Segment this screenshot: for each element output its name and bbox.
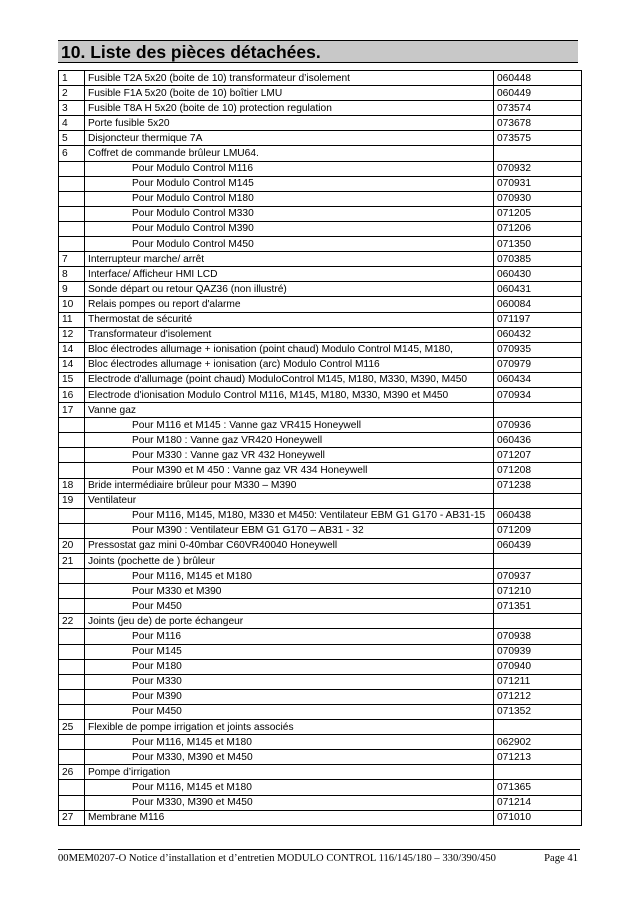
cell-part-reference: 070931: [494, 176, 582, 191]
cell-part-reference: 070937: [494, 569, 582, 584]
cell-description: Thermostat de sécurité: [85, 312, 494, 327]
cell-item-number: 16: [59, 387, 85, 402]
cell-part-reference: 070936: [494, 418, 582, 433]
cell-part-reference: 070935: [494, 342, 582, 357]
cell-part-reference: 071207: [494, 448, 582, 463]
table-row: [59, 252, 582, 267]
table-row: [59, 659, 582, 674]
table-row: [59, 448, 582, 463]
cell-item-number: 15: [59, 372, 85, 387]
cell-item-number: 1: [59, 71, 85, 86]
cell-description: Electrode d'ionisation Modulo Control M116, M145, M180, M330, M390 et M450: [85, 387, 494, 402]
cell-description: Bloc électrodes allumage + ionisation (arc) Modulo Control M116: [85, 357, 494, 372]
cell-part-reference: 070930: [494, 191, 582, 206]
cell-part-reference: 070385: [494, 252, 582, 267]
cell-part-reference: [494, 765, 582, 780]
cell-description: Joints (pochette de ) brûleur: [85, 554, 494, 569]
cell-description: Flexible de pompe irrigation et joints associés: [85, 720, 494, 735]
table-row: [59, 433, 582, 448]
table-row: [59, 810, 582, 825]
table-row: [59, 267, 582, 282]
cell-description: Fusible T8A H 5x20 (boite de 10) protection regulation: [85, 101, 494, 116]
cell-part-reference: 060436: [494, 433, 582, 448]
cell-part-reference: 071350: [494, 237, 582, 252]
cell-description: Pour M450: [85, 704, 494, 719]
cell-description: Pour M145: [85, 644, 494, 659]
cell-part-reference: [494, 403, 582, 418]
cell-item-number: [59, 795, 85, 810]
cell-item-number: 12: [59, 327, 85, 342]
table-row: [59, 237, 582, 252]
table-row: [59, 161, 582, 176]
cell-item-number: [59, 523, 85, 538]
cell-part-reference: 073575: [494, 131, 582, 146]
cell-part-reference: 060448: [494, 71, 582, 86]
cell-description: Pour M116, M145 et M180: [85, 780, 494, 795]
cell-part-reference: 060430: [494, 267, 582, 282]
table-row: [59, 569, 582, 584]
table-row: [59, 689, 582, 704]
cell-part-reference: 071351: [494, 599, 582, 614]
cell-description: Pour M330, M390 et M450: [85, 750, 494, 765]
table-row: [59, 674, 582, 689]
cell-description: Pour M330: [85, 674, 494, 689]
table-row: [59, 71, 582, 86]
table-row: [59, 146, 582, 161]
cell-part-reference: [494, 614, 582, 629]
cell-part-reference: 071210: [494, 584, 582, 599]
cell-part-reference: 070940: [494, 659, 582, 674]
cell-description: Membrane M116: [85, 810, 494, 825]
cell-part-reference: 071365: [494, 780, 582, 795]
cell-description: Pour M180 : Vanne gaz VR420 Honeywell: [85, 433, 494, 448]
cell-item-number: 2: [59, 86, 85, 101]
table-row: [59, 629, 582, 644]
cell-item-number: 7: [59, 252, 85, 267]
cell-description: Bride intermédiaire brûleur pour M330 – M390: [85, 478, 494, 493]
cell-item-number: 14: [59, 342, 85, 357]
table-row: [59, 538, 582, 553]
cell-item-number: [59, 206, 85, 221]
table-row: [59, 584, 582, 599]
cell-description: Pour M390: [85, 689, 494, 704]
cell-item-number: [59, 221, 85, 236]
cell-item-number: [59, 569, 85, 584]
table-row: [59, 86, 582, 101]
cell-description: Pour M116, M145 et M180: [85, 569, 494, 584]
table-row: [59, 463, 582, 478]
cell-item-number: [59, 161, 85, 176]
table-row: [59, 554, 582, 569]
table-row: [59, 750, 582, 765]
cell-item-number: [59, 704, 85, 719]
cell-description: Sonde départ ou retour QAZ36 (non illustré): [85, 282, 494, 297]
cell-part-reference: 070938: [494, 629, 582, 644]
parts-table-body: [59, 71, 582, 826]
cell-description: Pour M116, M145 et M180: [85, 735, 494, 750]
cell-part-reference: 070979: [494, 357, 582, 372]
cell-description: Pour Modulo Control M180: [85, 191, 494, 206]
cell-part-reference: 070939: [494, 644, 582, 659]
table-row: [59, 403, 582, 418]
cell-part-reference: 060434: [494, 372, 582, 387]
cell-description: Bloc électrodes allumage + ionisation (point chaud) Modulo Control M145, M180,: [85, 342, 494, 357]
cell-item-number: [59, 674, 85, 689]
cell-part-reference: 071205: [494, 206, 582, 221]
cell-description: Pour Modulo Control M145: [85, 176, 494, 191]
cell-description: Pour M116, M145, M180, M330 et M450: Ventilateur EBM G1 G170 - AB31-15: [85, 508, 494, 523]
cell-part-reference: 060084: [494, 297, 582, 312]
cell-item-number: [59, 463, 85, 478]
cell-description: Transformateur d'isolement: [85, 327, 494, 342]
cell-description: Fusible T2A 5x20 (boite de 10) transformateur d’isolement: [85, 71, 494, 86]
cell-part-reference: 060431: [494, 282, 582, 297]
table-row: [59, 342, 582, 357]
table-row: [59, 704, 582, 719]
cell-description: Interrupteur marche/ arrêt: [85, 252, 494, 267]
table-row: [59, 221, 582, 236]
table-row: [59, 418, 582, 433]
cell-item-number: 20: [59, 538, 85, 553]
cell-description: Pour Modulo Control M450: [85, 237, 494, 252]
table-row: [59, 372, 582, 387]
cell-item-number: 21: [59, 554, 85, 569]
cell-item-number: 22: [59, 614, 85, 629]
cell-description: Pour M116 et M145 : Vanne gaz VR415 Honeywell: [85, 418, 494, 433]
cell-item-number: [59, 433, 85, 448]
cell-part-reference: 071010: [494, 810, 582, 825]
cell-part-reference: 071206: [494, 221, 582, 236]
cell-item-number: [59, 629, 85, 644]
parts-table: [58, 70, 582, 826]
cell-item-number: [59, 508, 85, 523]
cell-part-reference: 070932: [494, 161, 582, 176]
cell-item-number: [59, 176, 85, 191]
cell-description: Pour Modulo Control M390: [85, 221, 494, 236]
table-row: [59, 765, 582, 780]
cell-item-number: 18: [59, 478, 85, 493]
cell-part-reference: 071209: [494, 523, 582, 538]
cell-description: Pompe d’irrigation: [85, 765, 494, 780]
cell-description: Ventilateur: [85, 493, 494, 508]
table-row: [59, 131, 582, 146]
cell-item-number: [59, 599, 85, 614]
cell-item-number: 25: [59, 720, 85, 735]
footer-divider: [58, 849, 580, 850]
cell-part-reference: 071197: [494, 312, 582, 327]
cell-item-number: 26: [59, 765, 85, 780]
cell-part-reference: 060432: [494, 327, 582, 342]
cell-item-number: [59, 659, 85, 674]
cell-item-number: [59, 735, 85, 750]
cell-item-number: [59, 750, 85, 765]
cell-item-number: 11: [59, 312, 85, 327]
cell-item-number: 9: [59, 282, 85, 297]
cell-part-reference: [494, 146, 582, 161]
cell-description: Pour M116: [85, 629, 494, 644]
cell-item-number: 3: [59, 101, 85, 116]
table-row: [59, 795, 582, 810]
cell-part-reference: 073574: [494, 101, 582, 116]
table-row: [59, 523, 582, 538]
cell-part-reference: 060449: [494, 86, 582, 101]
cell-item-number: [59, 644, 85, 659]
cell-item-number: 10: [59, 297, 85, 312]
cell-part-reference: [494, 554, 582, 569]
cell-description: Pour Modulo Control M116: [85, 161, 494, 176]
table-row: [59, 644, 582, 659]
table-row: [59, 387, 582, 402]
table-row: [59, 297, 582, 312]
cell-item-number: 14: [59, 357, 85, 372]
cell-item-number: 27: [59, 810, 85, 825]
table-row: [59, 191, 582, 206]
cell-description: Pour M330 et M390: [85, 584, 494, 599]
cell-item-number: [59, 584, 85, 599]
cell-description: Interface/ Afficheur HMI LCD: [85, 267, 494, 282]
table-row: [59, 780, 582, 795]
cell-part-reference: 073678: [494, 116, 582, 131]
table-row: [59, 101, 582, 116]
table-row: [59, 720, 582, 735]
table-row: [59, 508, 582, 523]
table-row: [59, 206, 582, 221]
cell-description: Porte fusible 5x20: [85, 116, 494, 131]
cell-description: Coffret de commande brûleur LMU64.: [85, 146, 494, 161]
table-row: [59, 312, 582, 327]
cell-part-reference: 071352: [494, 704, 582, 719]
cell-part-reference: 062902: [494, 735, 582, 750]
cell-description: Pour Modulo Control M330: [85, 206, 494, 221]
cell-part-reference: 071238: [494, 478, 582, 493]
cell-item-number: [59, 191, 85, 206]
cell-description: Disjoncteur thermique 7A: [85, 131, 494, 146]
cell-part-reference: 071211: [494, 674, 582, 689]
cell-description: Joints (jeu de) de porte échangeur: [85, 614, 494, 629]
cell-description: Pour M390 et M 450 : Vanne gaz VR 434 Honeywell: [85, 463, 494, 478]
cell-item-number: 5: [59, 131, 85, 146]
cell-description: Pressostat gaz mini 0-40mbar C60VR40040 Honeywell: [85, 538, 494, 553]
table-row: [59, 357, 582, 372]
cell-description: Fusible F1A 5x20 (boite de 10) boîtier LMU: [85, 86, 494, 101]
cell-description: Pour M330 : Vanne gaz VR 432 Honeywell: [85, 448, 494, 463]
cell-item-number: [59, 780, 85, 795]
cell-item-number: 4: [59, 116, 85, 131]
cell-item-number: 19: [59, 493, 85, 508]
cell-item-number: [59, 237, 85, 252]
table-row: [59, 478, 582, 493]
cell-part-reference: 071214: [494, 795, 582, 810]
footer-page-number: Page 41: [544, 853, 578, 864]
table-row: [59, 735, 582, 750]
cell-description: Pour M390 : Ventilateur EBM G1 G170 – AB31 - 32: [85, 523, 494, 538]
cell-description: Pour M180: [85, 659, 494, 674]
cell-description: Vanne gaz: [85, 403, 494, 418]
page-title: 10. Liste des pièces détachées.: [58, 40, 578, 63]
table-row: [59, 614, 582, 629]
cell-description: Electrode d'allumage (point chaud) ModuloControl M145, M180, M330, M390, M450: [85, 372, 494, 387]
table-row: [59, 599, 582, 614]
cell-part-reference: [494, 720, 582, 735]
table-row: [59, 493, 582, 508]
table-row: [59, 282, 582, 297]
footer-document-reference: 00MEM0207-O Notice d’installation et d’entretien MODULO CONTROL 116/145/180 – 330/390/450: [58, 853, 496, 864]
cell-item-number: 6: [59, 146, 85, 161]
cell-part-reference: 070934: [494, 387, 582, 402]
cell-part-reference: [494, 493, 582, 508]
table-row: [59, 116, 582, 131]
cell-part-reference: 071213: [494, 750, 582, 765]
cell-item-number: [59, 448, 85, 463]
cell-description: Pour M330, M390 et M450: [85, 795, 494, 810]
cell-description: Relais pompes ou report d'alarme: [85, 297, 494, 312]
cell-item-number: 8: [59, 267, 85, 282]
cell-part-reference: 060439: [494, 538, 582, 553]
cell-part-reference: 060438: [494, 508, 582, 523]
cell-item-number: 17: [59, 403, 85, 418]
table-row: [59, 176, 582, 191]
table-row: [59, 327, 582, 342]
cell-part-reference: 071212: [494, 689, 582, 704]
cell-item-number: [59, 689, 85, 704]
cell-description: Pour M450: [85, 599, 494, 614]
cell-part-reference: 071208: [494, 463, 582, 478]
cell-item-number: [59, 418, 85, 433]
